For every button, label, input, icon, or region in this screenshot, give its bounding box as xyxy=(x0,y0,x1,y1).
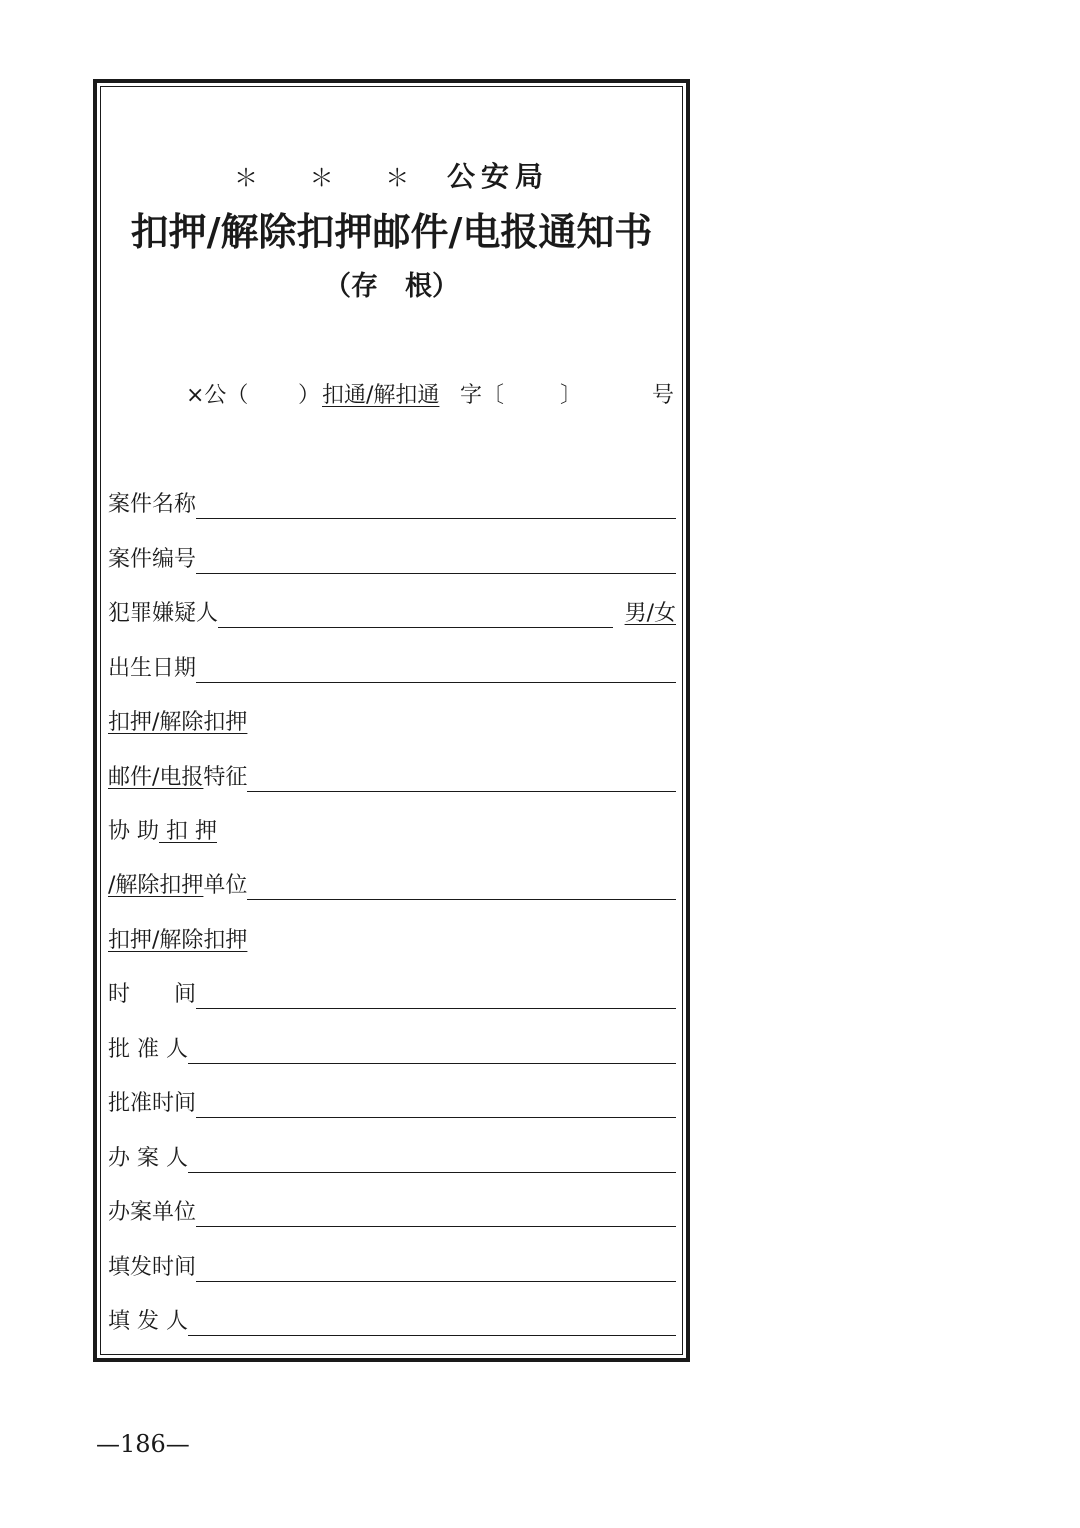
blank-line[interactable] xyxy=(188,1037,676,1064)
field-label: 协 助 xyxy=(108,819,159,844)
doc-number-type: 扣通/解扣通 xyxy=(322,383,440,408)
doc-number-prefix: ×公（ xyxy=(186,383,249,408)
blank-line[interactable] xyxy=(196,656,676,683)
blank-line[interactable] xyxy=(196,547,676,574)
blank-line[interactable] xyxy=(196,982,676,1009)
field-case-handler xyxy=(108,1134,676,1174)
blank-line[interactable] xyxy=(196,1200,676,1227)
field-issue-time xyxy=(108,1243,676,1283)
field-label: 案件名称 xyxy=(108,492,197,517)
field-label: 填 发 人 xyxy=(108,1309,188,1334)
blank-line[interactable] xyxy=(188,1309,676,1336)
field-label: 单位 xyxy=(203,873,248,898)
field-label: 扣押/解除扣押 xyxy=(108,710,248,735)
agency-line xyxy=(100,155,683,195)
blank-line[interactable] xyxy=(247,765,676,792)
field-label: 出生日期 xyxy=(108,656,197,681)
field-label: 批 准 人 xyxy=(108,1037,188,1062)
doc-number-suffix: 号 xyxy=(652,383,675,408)
doc-number-type-suffix: 字〔 xyxy=(460,383,505,408)
field-birth-date xyxy=(108,644,676,684)
field-label: 填发时间 xyxy=(108,1255,197,1280)
field-label: 扣押/解除扣押 xyxy=(108,928,248,953)
agency-name: 公安局 xyxy=(447,160,550,193)
document-number-line xyxy=(186,378,676,412)
agency-stars: ＊ ＊ ＊ xyxy=(233,164,432,192)
document-title: 扣押/解除扣押邮件/电报通知书 xyxy=(130,209,653,254)
field-label: 特征 xyxy=(203,765,248,790)
blank-line[interactable] xyxy=(188,1146,676,1173)
field-assist-unit xyxy=(108,861,676,901)
blank-line[interactable] xyxy=(196,1091,676,1118)
field-seizure-option-b xyxy=(108,916,676,956)
field-handling-unit xyxy=(108,1188,676,1228)
field-approver xyxy=(108,1025,676,1065)
page-number: —186— xyxy=(96,1430,190,1458)
blank-line[interactable] xyxy=(247,873,676,900)
field-label-underlined: 邮件/电报 xyxy=(108,765,204,790)
field-issuer xyxy=(108,1297,676,1337)
gender-option: 男/女 xyxy=(624,601,676,626)
field-case-name xyxy=(108,480,676,520)
field-label-underlined: /解除扣押 xyxy=(108,873,204,898)
blank-line[interactable] xyxy=(196,492,676,519)
field-approval-time xyxy=(108,1079,676,1119)
field-label: 批准时间 xyxy=(108,1091,197,1116)
blank-line[interactable] xyxy=(196,1255,676,1282)
field-mail-features xyxy=(108,753,676,793)
field-label: 时 间 xyxy=(108,982,197,1007)
field-label: 办 案 人 xyxy=(108,1146,188,1171)
doc-number-bracket-close: 〕 xyxy=(560,383,583,408)
field-label: 犯罪嫌疑人 xyxy=(108,601,219,626)
blank-line[interactable] xyxy=(218,601,613,628)
field-assist-seizure xyxy=(108,807,676,847)
document-subtitle: （存 根） xyxy=(324,271,459,302)
field-case-number xyxy=(108,535,676,575)
field-suspect xyxy=(108,589,676,629)
field-label: 案件编号 xyxy=(108,547,197,572)
field-label-underlined: 扣 押 xyxy=(159,819,217,844)
field-time xyxy=(108,970,676,1010)
doc-number-paren-close: ） xyxy=(298,383,321,408)
field-seizure-option-a xyxy=(108,698,676,738)
field-label: 办案单位 xyxy=(108,1200,197,1225)
